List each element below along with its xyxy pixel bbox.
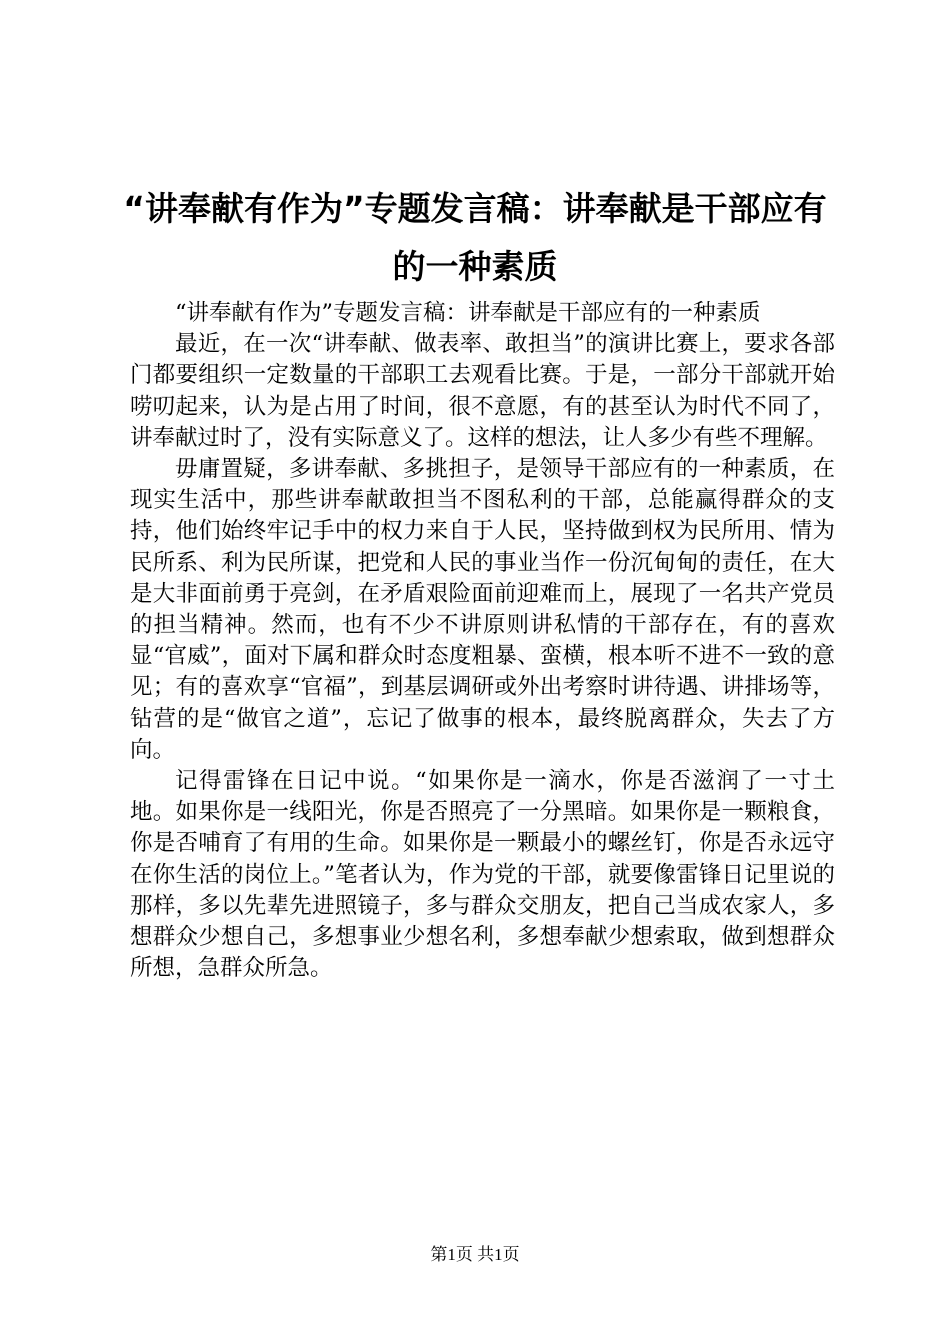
paragraph: “讲奉献有作为”专题发言稿：讲奉献是干部应有的一种素质 (175, 300, 761, 326)
paragraph: 最近，在一次“讲奉献、做表率、敢担当”的演讲比赛上，要求各部门都要组织一定数量的干部职工去观看比赛。于是，一部分干部就开始唠叨起来，认为是占用了时间，很不意愿，有的甚至认为时代不同了，讲奉献过时了，没有实际意义了。这样的想法，让人多少有些不理解。 (130, 331, 835, 451)
document-title: “讲奉献有作为”专题发言稿：讲奉献是干部应有的一种素质 (123, 189, 827, 286)
page-footer: 第1页 共1页 (430, 1245, 520, 1264)
document-body (130, 298, 835, 984)
paragraph: 记得雷锋在日记中说。“如果你是一滴水，你是否滋润了一寸土地。如果你是一线阳光，你是否照亮了一分黑暗。如果你是一颗粮食，你是否哺育了有用的生命。如果你是一颗最小的螺丝钉，你是否永远守在你生活的岗位上。”笔者认为，作为党的干部，就要像雷锋日记里说的那样，多以先辈先进照镜子，多与群众交朋友，把自己当成农家人，多想群众少想自己，多想事业少想名利，多想奉献少想索取，做到想群众所想，急群众所急。 (130, 768, 835, 982)
paragraph: 毋庸置疑，多讲奉献、多挑担子，是领导干部应有的一种素质，在现实生活中，那些讲奉献敢担当不图私利的干部，总能赢得群众的支持，他们始终牢记手中的权力来自于人民，坚持做到权为民所用、情为民所系、利为民所谋，把党和人民的事业当作一份沉甸甸的责任，在大是大非面前勇于亮剑，在矛盾艰险面前迎难而上，展现了一名共产党员的担当精神。然而，也有不少不讲原则讲私情的干部存在，有的喜欢显“官威”，面对下属和群众时态度粗暴、蛮横，根本听不进不一致的意见；有的喜欢享“官福”，到基层调研或外出考察时讲待遇、讲排场等，钻营的是“做官之道”，忘记了做事的根本，最终脱离群众，失去了方向。 (130, 456, 835, 763)
